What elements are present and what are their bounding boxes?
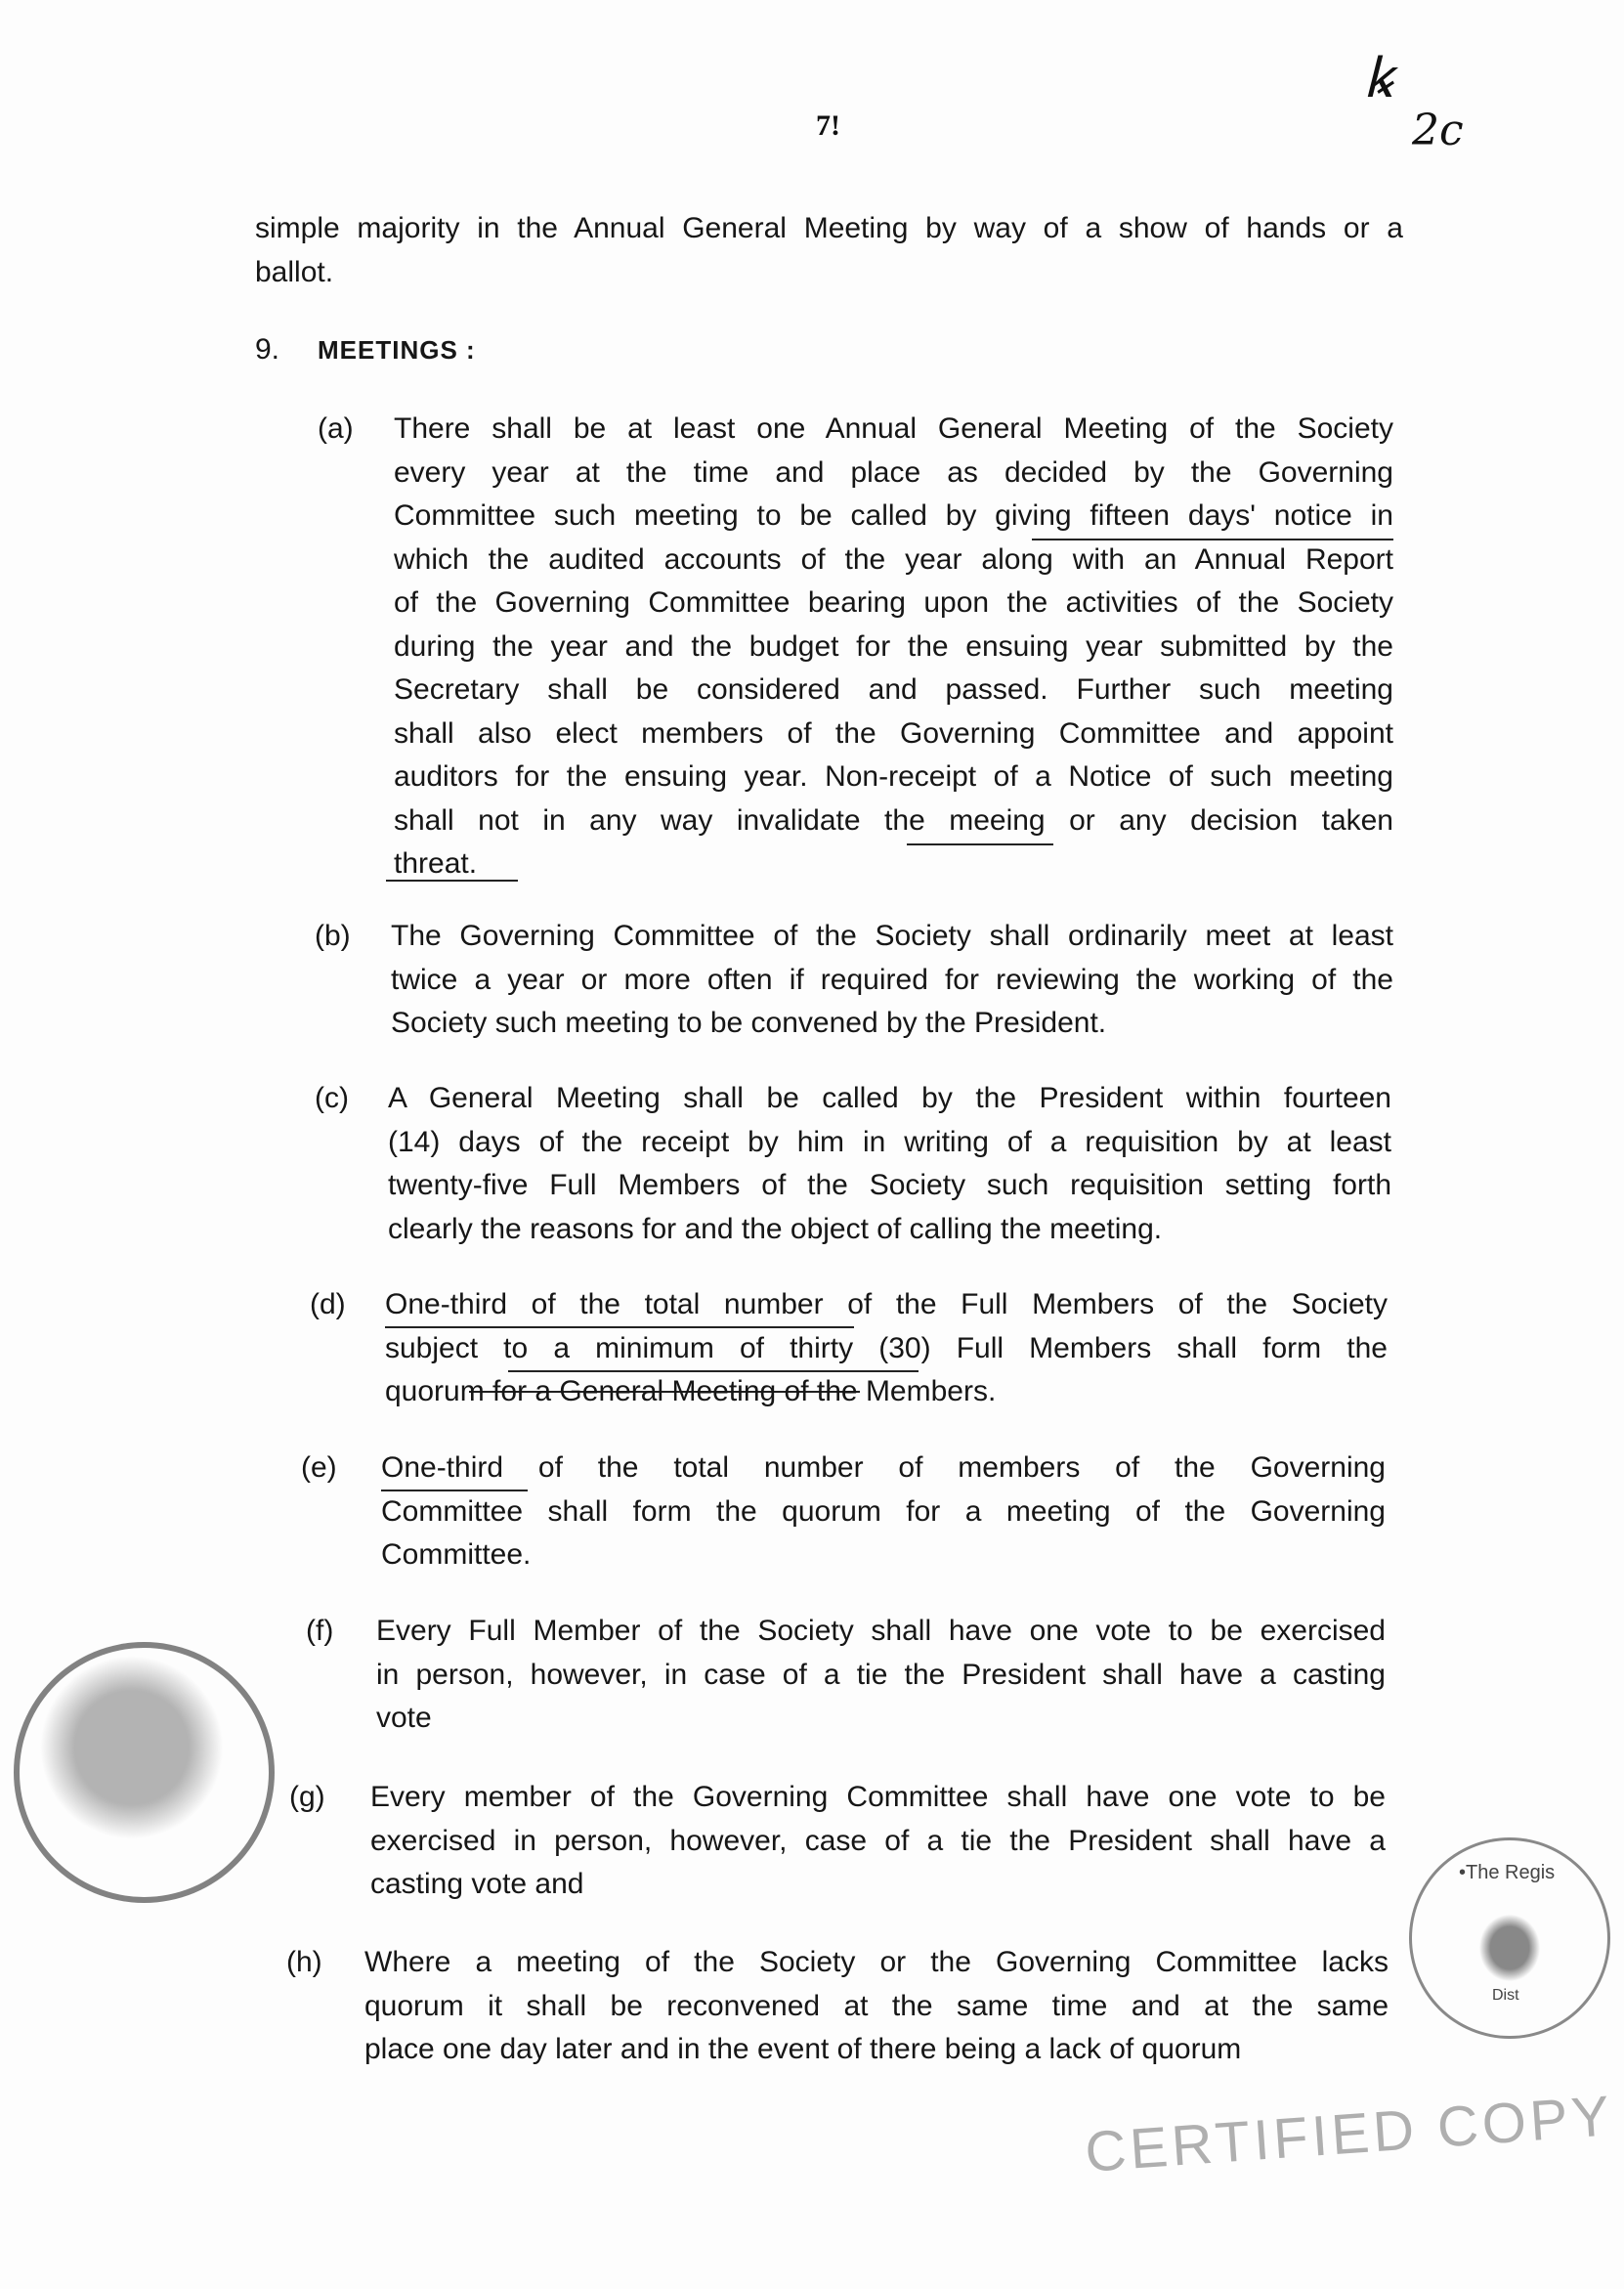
- clause-label: (f): [306, 1615, 334, 1647]
- text-line: exercised in person, however, case of a tie the President shall have a: [370, 1824, 1386, 1857]
- clause-label: (g): [289, 1781, 325, 1813]
- section-number: 9.: [255, 333, 280, 366]
- handwritten-folio-number: 2c: [1412, 106, 1464, 155]
- text-line: auditors for the ensuing year. Non-receipt of a Notice of such meeting: [394, 760, 1393, 793]
- text-line: twice a year or more often if required for reviewing the working of the: [391, 963, 1393, 996]
- seal-district-text: Dist: [1492, 1987, 1519, 2004]
- text-line: A General Meeting shall be called by the President within fourteen: [388, 1082, 1391, 1114]
- text-line: Society such meeting to be convened by the President.: [391, 1007, 1107, 1039]
- text-line: Committee shall form the quorum for a meeting of the Governing: [381, 1494, 1386, 1528]
- handwritten-scribble: ꝃ: [1363, 47, 1392, 110]
- text-line: place one day later and in the event of there being a lack of quorum: [364, 2033, 1242, 2065]
- page-number: 7!: [816, 109, 840, 142]
- text-line: subject to a minimum of thirty (30) Full Members shall form the: [385, 1331, 1388, 1364]
- text-line: in person, however, in case of a tie the President shall have a casting: [376, 1658, 1386, 1691]
- text-line: Secretary shall be considered and passed. Further such meeting: [394, 673, 1393, 706]
- clause-label: (c): [315, 1082, 349, 1114]
- text-line: One-third of the total number of the Full Members of the Society: [385, 1288, 1388, 1320]
- text-line: quorum for a General Meeting of the Members.: [385, 1375, 997, 1407]
- text-line: Every Full Member of the Society shall have one vote to be exercised: [376, 1615, 1386, 1647]
- text-line: Where a meeting of the Society or the Governing Committee lacks: [364, 1946, 1389, 1978]
- text-line: vote: [376, 1702, 432, 1734]
- text-line: Committee such meeting to be called by giving fifteen days' notice in: [394, 499, 1393, 532]
- clause-label: (h): [286, 1946, 322, 1978]
- text-line: Every member of the Governing Committee shall have one vote to be: [370, 1781, 1386, 1813]
- text-line: twenty-five Full Members of the Society such requisition setting forth: [388, 1169, 1391, 1201]
- text-line: shall also elect members of the Governing Committee and appoint: [394, 716, 1393, 750]
- clause-label: (e): [301, 1451, 337, 1484]
- text-line: every year at the time and place as decided by the Governing: [394, 455, 1393, 489]
- seal-text: •The Regis: [1459, 1862, 1556, 1883]
- clause-label: (d): [310, 1288, 346, 1320]
- section-title: MEETINGS :: [318, 335, 476, 365]
- text-line: simple majority in the Annual General Meeting by way of a show of hands or a: [255, 212, 1403, 244]
- text-line: clearly the reasons for and the object of calling the meeting.: [388, 1212, 1163, 1245]
- text-line: Committee.: [381, 1538, 532, 1571]
- text-line: shall not in any way invalidate the meeing or any decision taken: [394, 803, 1393, 837]
- text-line: (14) days of the receipt by him in writing of a requisition by at least: [388, 1125, 1391, 1158]
- text-line: threat.: [394, 847, 478, 880]
- text-line: ballot.: [255, 255, 334, 288]
- text-line: One-third of the total number of members of the Governing: [381, 1451, 1386, 1484]
- text-line: quorum it shall be reconvened at the same time and at the same: [364, 1989, 1389, 2022]
- text-line: of the Governing Committee bearing upon the activities of the Society: [394, 586, 1393, 619]
- text-line: The Governing Committee of the Society shall ordinarily meet at least: [391, 920, 1393, 952]
- clause-label: (a): [318, 412, 354, 445]
- certified-copy-stamp: CERTIFIED COPY: [1083, 2084, 1616, 2184]
- text-line: which the audited accounts of the year along with an Annual Report: [394, 542, 1393, 576]
- text-line: casting vote and: [370, 1868, 584, 1900]
- text-line: There shall be at least one Annual General Meeting of the Society: [394, 412, 1393, 445]
- clause-label: (b): [315, 920, 351, 952]
- text-line: during the year and the budget for the ensuing year submitted by the: [394, 629, 1393, 663]
